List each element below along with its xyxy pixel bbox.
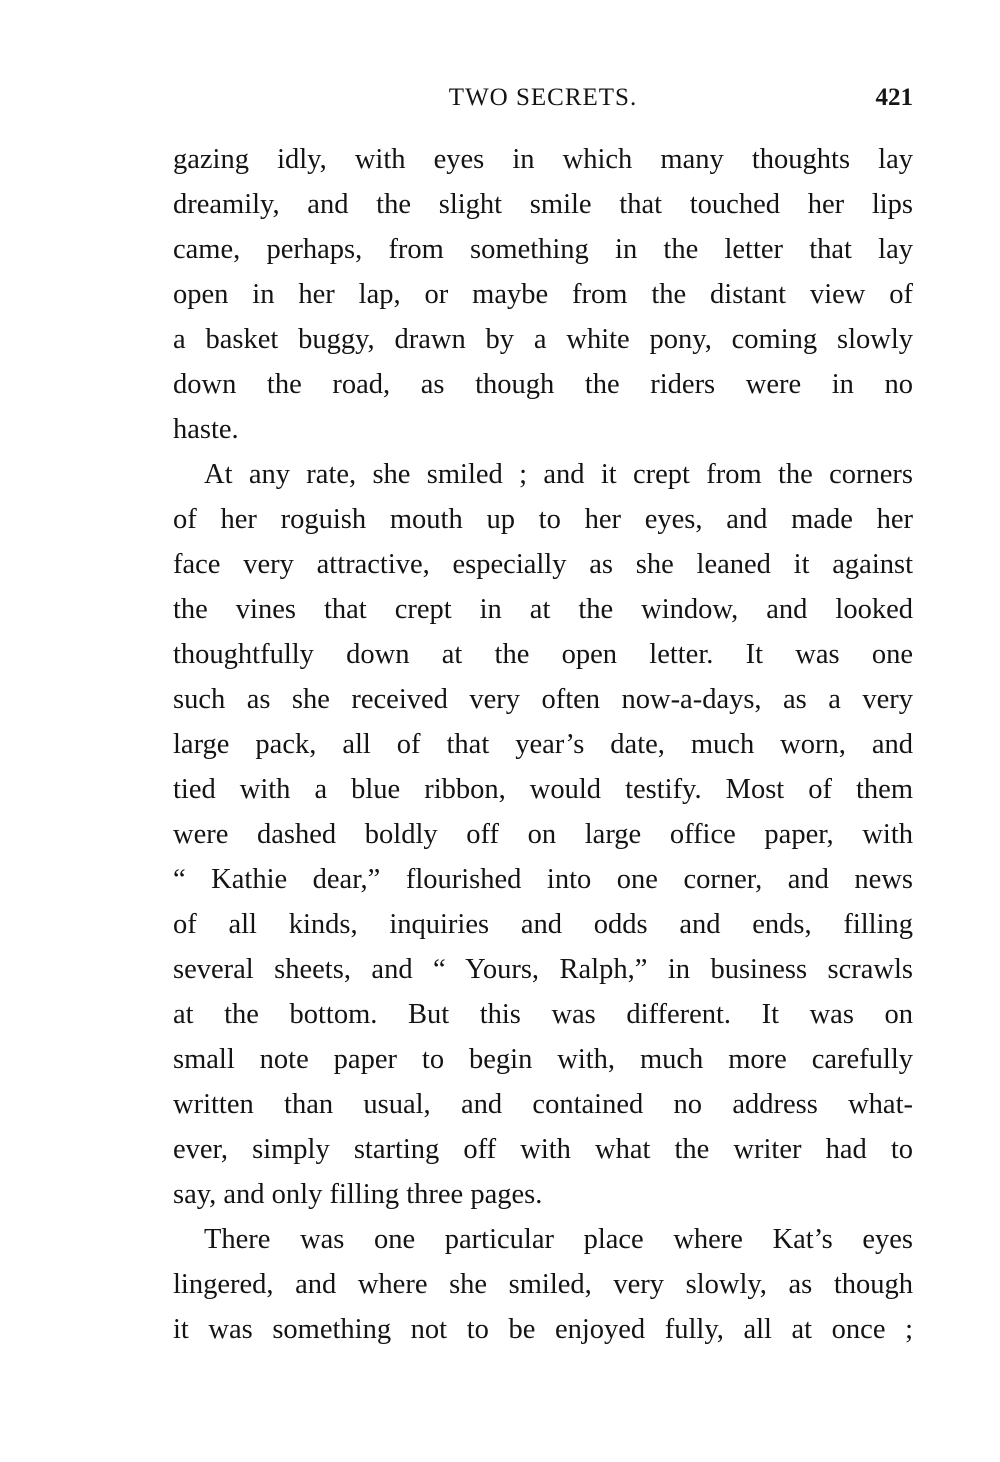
text-line: of all kinds, inquiries and odds and ends, filling [173,909,913,940]
text-line: were dashed boldly off on large office paper, with [173,819,913,850]
running-title: TWO SECRETS. [448,84,638,111]
paragraph-2 [173,452,913,1217]
text-line: written than usual, and contained no address what- [173,1089,913,1120]
text-line: several sheets, and “ Yours, Ralph,” in business scrawls [173,954,913,985]
text-line: lingered, and where she smiled, very slowly, as though [173,1269,913,1300]
paragraph-3 [173,1217,913,1352]
text-line: large pack, all of that year’s date, much worn, and [173,729,913,760]
text-line: “ Kathie dear,” flourished into one corner, and news [173,864,913,895]
text-line: of her roguish mouth up to her eyes, and made her [173,504,913,535]
text-line: open in her lap, or maybe from the distant view of [173,279,913,310]
text-line: say, and only filling three pages. [173,1179,543,1210]
text-line: face very attractive, especially as she leaned it against [173,549,913,580]
text-line: down the road, as though the riders were in no [173,369,913,400]
text-line: came, perhaps, from something in the letter that lay [173,234,913,265]
paragraph-1 [173,137,913,452]
text-line: dreamily, and the slight smile that touched her lips [173,189,913,220]
text-line: the vines that crept in at the window, and looked [173,594,913,625]
running-head [173,80,913,116]
text-line: There was one particular place where Kat’s eyes [204,1224,913,1255]
page-number: 421 [875,84,913,111]
body-text [173,137,913,1352]
text-line: gazing idly, with eyes in which many thoughts lay [173,144,913,175]
text-line: tied with a blue ribbon, would testify. Most of them [173,774,913,805]
text-line: ever, simply starting off with what the writer had to [173,1134,913,1165]
text-line: at the bottom. But this was different. It was on [173,999,913,1030]
text-line: such as she received very often now-a-days, as a very [173,684,913,715]
text-line: thoughtfully down at the open letter. It was one [173,639,913,670]
text-line: haste. [173,414,239,445]
text-line: a basket buggy, drawn by a white pony, coming slowly [173,324,913,355]
text-line: it was something not to be enjoyed fully, all at once ; [173,1314,913,1345]
text-line: small note paper to begin with, much more carefully [173,1044,913,1075]
text-line: At any rate, she smiled ; and it crept from the corners [204,459,913,490]
